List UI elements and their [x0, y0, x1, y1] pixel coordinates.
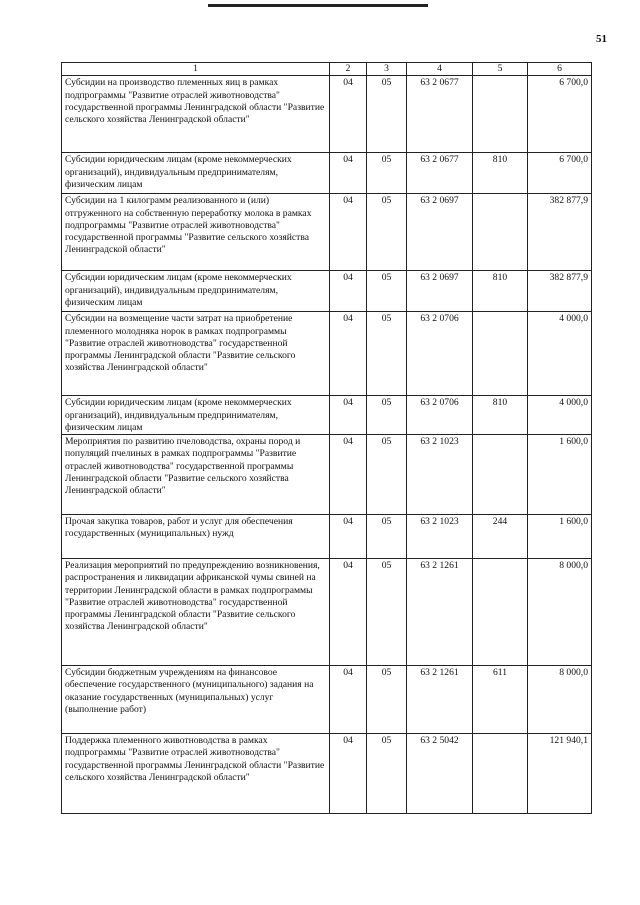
row-target-code-cell: 63 2 0706	[407, 312, 473, 396]
header-col-5: 5	[473, 63, 528, 76]
row-subsection-cell: 05	[367, 666, 407, 734]
row-subsection-cell: 05	[367, 271, 407, 312]
row-expense-type-cell	[473, 734, 528, 814]
row-expense-type-cell	[473, 194, 528, 271]
row-expense-type-cell	[473, 76, 528, 153]
row-name-cell: Субсидии юридическим лицам (кроме некоммерческих организаций), индивидуальным предпринимателям, физическим лицам	[62, 271, 330, 312]
row-section-cell: 04	[330, 76, 367, 153]
table-row	[62, 396, 592, 435]
table-row	[62, 76, 592, 153]
row-section-cell: 04	[330, 435, 367, 515]
row-subsection-cell: 05	[367, 559, 407, 666]
row-subsection-cell: 05	[367, 515, 407, 559]
table-row	[62, 271, 592, 312]
row-section-cell: 04	[330, 666, 367, 734]
table-row	[62, 435, 592, 515]
row-expense-type-cell	[473, 559, 528, 666]
page-number: 51	[596, 33, 607, 45]
row-name-cell: Субсидии юридическим лицам (кроме некоммерческих организаций), индивидуальным предпринимателям, физическим лицам	[62, 153, 330, 194]
row-amount-cell: 4 000,0	[528, 396, 592, 435]
row-expense-type-cell: 810	[473, 396, 528, 435]
row-expense-type-cell	[473, 435, 528, 515]
row-target-code-cell: 63 2 0677	[407, 76, 473, 153]
row-amount-cell: 1 600,0	[528, 435, 592, 515]
row-subsection-cell: 05	[367, 435, 407, 515]
row-name-cell: Субсидии бюджетным учреждениям на финансовое обеспечение государственного (муниципального) задания на оказание государственных (муниципальных) услуг (выполнение работ)	[62, 666, 330, 734]
row-amount-cell: 4 000,0	[528, 312, 592, 396]
table-header-row	[62, 63, 592, 76]
row-name-cell: Субсидии на 1 килограмм реализованного и (или) отгруженного на собственную переработку молока в рамках подпрограммы "Развитие отраслей животноводства" государственной программы "Развитие сельского хозяйства Ленинградской области"	[62, 194, 330, 271]
row-section-cell: 04	[330, 734, 367, 814]
row-target-code-cell: 63 2 0706	[407, 396, 473, 435]
table-row	[62, 153, 592, 194]
row-amount-cell: 8 000,0	[528, 666, 592, 734]
row-name-cell: Субсидии на возмещение части затрат на приобретение племенного молодняка норок в рамках подпрограммы "Развитие отраслей животноводства" государственной программы Ленинградской области "Развитие сельского хозяйства Ленинградской области"	[62, 312, 330, 396]
row-target-code-cell: 63 2 0677	[407, 153, 473, 194]
row-target-code-cell: 63 2 0697	[407, 194, 473, 271]
row-expense-type-cell	[473, 312, 528, 396]
header-col-1: 1	[62, 63, 330, 76]
row-section-cell: 04	[330, 396, 367, 435]
row-section-cell: 04	[330, 559, 367, 666]
row-subsection-cell: 05	[367, 153, 407, 194]
row-target-code-cell: 63 2 1261	[407, 666, 473, 734]
row-section-cell: 04	[330, 312, 367, 396]
header-col-3: 3	[367, 63, 407, 76]
row-name-cell: Субсидии на производство племенных яиц в рамках подпрограммы "Развитие отраслей животноводства" государственной программы Ленинградской области "Развитие сельского хозяйства Ленинградской области"	[62, 76, 330, 153]
row-amount-cell: 1 600,0	[528, 515, 592, 559]
row-section-cell: 04	[330, 194, 367, 271]
row-subsection-cell: 05	[367, 734, 407, 814]
row-subsection-cell: 05	[367, 76, 407, 153]
row-target-code-cell: 63 2 1023	[407, 515, 473, 559]
row-target-code-cell: 63 2 0697	[407, 271, 473, 312]
row-expense-type-cell: 810	[473, 153, 528, 194]
row-subsection-cell: 05	[367, 194, 407, 271]
budget-table	[61, 62, 592, 814]
row-target-code-cell: 63 2 1023	[407, 435, 473, 515]
row-expense-type-cell: 244	[473, 515, 528, 559]
row-expense-type-cell: 810	[473, 271, 528, 312]
row-amount-cell: 8 000,0	[528, 559, 592, 666]
row-name-cell: Субсидии юридическим лицам (кроме некоммерческих организаций), индивидуальным предпринимателям, физическим лицам	[62, 396, 330, 435]
row-section-cell: 04	[330, 515, 367, 559]
row-target-code-cell: 63 2 5042	[407, 734, 473, 814]
row-expense-type-cell: 611	[473, 666, 528, 734]
table-row	[62, 515, 592, 559]
table-row	[62, 734, 592, 814]
row-amount-cell: 6 700,0	[528, 153, 592, 194]
header-col-4: 4	[407, 63, 473, 76]
row-name-cell: Реализация мероприятий по предупреждению возникновения, распространения и ликвидации африканской чумы свиней на территории Ленинградской области в рамках подпрограммы "Развитие отраслей животноводства" государственной программы Ленинградской области "Развитие сельского хозяйства Ленинградской области"	[62, 559, 330, 666]
table-row	[62, 194, 592, 271]
header-col-2: 2	[330, 63, 367, 76]
table-row	[62, 312, 592, 396]
row-section-cell: 04	[330, 271, 367, 312]
row-target-code-cell: 63 2 1261	[407, 559, 473, 666]
table-row	[62, 559, 592, 666]
row-name-cell: Мероприятия по развитию пчеловодства, охраны пород и популяций пчелиных в рамках подпрограммы "Развитие отраслей животноводства" государственной программы Ленинградской области "Развитие сельского хозяйства Ленинградской области"	[62, 435, 330, 515]
table-row	[62, 666, 592, 734]
top-scan-rule	[208, 4, 428, 7]
row-amount-cell: 121 940,1	[528, 734, 592, 814]
row-name-cell: Поддержка племенного животноводства в рамках подпрограммы "Развитие отраслей животноводства" государственной программы Ленинградской области "Развитие сельского хозяйства Ленинградской области"	[62, 734, 330, 814]
row-name-cell: Прочая закупка товаров, работ и услуг для обеспечения государственных (муниципальных) нужд	[62, 515, 330, 559]
row-subsection-cell: 05	[367, 312, 407, 396]
row-amount-cell: 6 700,0	[528, 76, 592, 153]
row-subsection-cell: 05	[367, 396, 407, 435]
row-section-cell: 04	[330, 153, 367, 194]
row-amount-cell: 382 877,9	[528, 194, 592, 271]
header-col-6: 6	[528, 63, 592, 76]
row-amount-cell: 382 877,9	[528, 271, 592, 312]
